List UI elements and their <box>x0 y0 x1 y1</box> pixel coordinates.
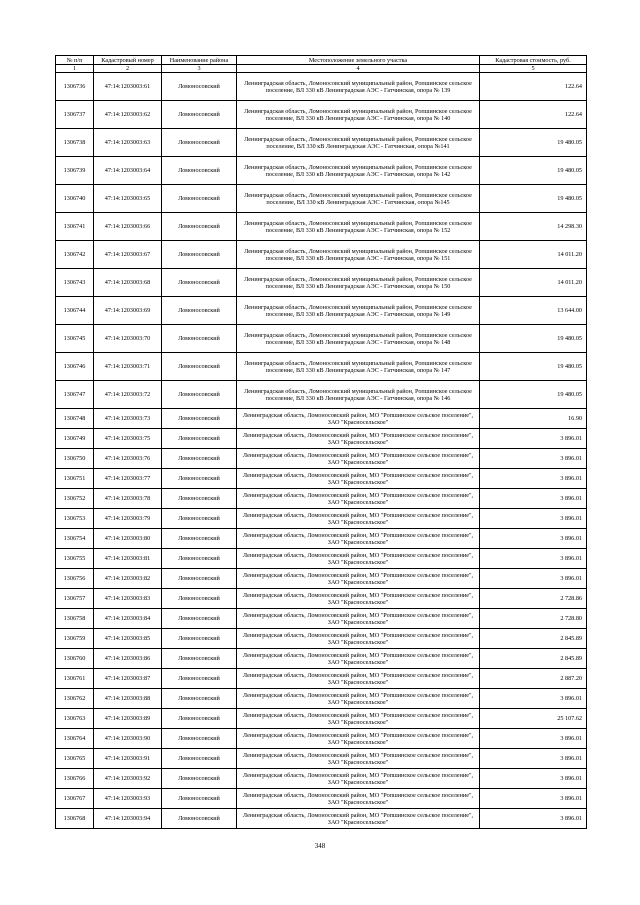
location: Ленинградская область, Ломоносовский муниципальный район, Ропшинское сельское поселение, ВЛ 330 кВ Ленинградская АЭС - Гатчинская, опора № 149 <box>237 297 480 325</box>
row-number: 1306759 <box>56 629 94 649</box>
location: Ленинградская область, Ломоносовский район, МО "Ропшинское сельское поселение", ЗАО "Красносельское" <box>237 629 480 649</box>
cadastral-number: 47:14:1203003:86 <box>94 649 162 669</box>
district-name: Ломоносовский <box>162 469 237 489</box>
row-number: 1306762 <box>56 689 94 709</box>
location: Ленинградская область, Ломоносовский район, МО "Ропшинское сельское поселение", ЗАО "Красносельское" <box>237 429 480 449</box>
district-name: Ломоносовский <box>162 381 237 409</box>
location: Ленинградская область, Ломоносовский муниципальный район, Ропшинское сельское поселение, ВЛ 330 кВ Ленинградская АЭС - Гатчинская, опора № 142 <box>237 157 480 185</box>
location: Ленинградская область, Ломоносовский район, МО "Ропшинское сельское поселение", ЗАО "Красносельское" <box>237 569 480 589</box>
cadastral-value: 14 298.30 <box>480 213 587 241</box>
header-index-4: 4 <box>237 65 480 73</box>
location: Ленинградская область, Ломоносовский муниципальный район, Ропшинское сельское поселение, ВЛ 330 кВ Ленинградская АЭС - Гатчинская, опора № 140 <box>237 101 480 129</box>
cadastral-number: 47:14:1203003:63 <box>94 129 162 157</box>
cadastral-value: 19 480.05 <box>480 157 587 185</box>
cadastral-value: 14 011.20 <box>480 269 587 297</box>
row-number: 1306745 <box>56 325 94 353</box>
table-row <box>56 669 587 689</box>
district-name: Ломоносовский <box>162 609 237 629</box>
table-row <box>56 269 587 297</box>
header-index-3: 3 <box>162 65 237 73</box>
location: Ленинградская область, Ломоносовский муниципальный район, Ропшинское сельское поселение, ВЛ 330 кВ Ленинградская АЭС - Гатчинская, опора № 152 <box>237 213 480 241</box>
cadastral-value: 3 896.01 <box>480 489 587 509</box>
cadastral-value: 3 896.01 <box>480 809 587 829</box>
table-row <box>56 241 587 269</box>
cadastral-value: 25 107.62 <box>480 709 587 729</box>
row-number: 1306761 <box>56 669 94 689</box>
cadastral-number: 47:14:1203003:71 <box>94 353 162 381</box>
row-number: 1306753 <box>56 509 94 529</box>
table-row <box>56 629 587 649</box>
district-name: Ломоносовский <box>162 549 237 569</box>
table-row <box>56 549 587 569</box>
district-name: Ломоносовский <box>162 589 237 609</box>
cadastral-value: 3 896.01 <box>480 429 587 449</box>
location: Ленинградская область, Ломоносовский муниципальный район, Ропшинское сельское поселение, ВЛ 330 кВ Ленинградская АЭС - Гатчинская, опора № 147 <box>237 353 480 381</box>
cadastral-number: 47:14:1203003:81 <box>94 549 162 569</box>
district-name: Ломоносовский <box>162 129 237 157</box>
row-number: 1306756 <box>56 569 94 589</box>
table-body <box>56 73 587 829</box>
table-row <box>56 157 587 185</box>
row-number: 1306751 <box>56 469 94 489</box>
row-number: 1306739 <box>56 157 94 185</box>
cadastral-number: 47:14:1203003:64 <box>94 157 162 185</box>
location: Ленинградская область, Ломоносовский район, МО "Ропшинское сельское поселение", ЗАО "Красносельское" <box>237 789 480 809</box>
row-number: 1306765 <box>56 749 94 769</box>
table-row <box>56 709 587 729</box>
location: Ленинградская область, Ломоносовский муниципальный район, Ропшинское сельское поселение, ВЛ 330 кВ Ленинградская АЭС - Гатчинская, опора № 151 <box>237 241 480 269</box>
cadastral-number: 47:14:1203003:94 <box>94 809 162 829</box>
document-page <box>55 55 586 829</box>
row-number: 1306766 <box>56 769 94 789</box>
table-row <box>56 589 587 609</box>
location: Ленинградская область, Ломоносовский муниципальный район, Ропшинское сельское поселение, ВЛ 330 кВ Ленинградская АЭС - Гатчинская, опора № 139 <box>237 73 480 101</box>
cadastral-number: 47:14:1203003:83 <box>94 589 162 609</box>
cadastral-number: 47:14:1203003:69 <box>94 297 162 325</box>
cadastral-number: 47:14:1203003:66 <box>94 213 162 241</box>
district-name: Ломоносовский <box>162 241 237 269</box>
cadastral-number: 47:14:1203003:76 <box>94 449 162 469</box>
district-name: Ломоносовский <box>162 409 237 429</box>
cadastral-value: 3 896.01 <box>480 549 587 569</box>
row-number: 1306748 <box>56 409 94 429</box>
cadastral-value: 19 480.05 <box>480 381 587 409</box>
header-cadastral-number: Кадастровый номер <box>94 56 162 65</box>
row-number: 1306760 <box>56 649 94 669</box>
location: Ленинградская область, Ломоносовский муниципальный район, Ропшинское сельское поселение, ВЛ 330 кВ Ленинградская АЭС - Гатчинская, опора № 148 <box>237 325 480 353</box>
row-number: 1306750 <box>56 449 94 469</box>
district-name: Ломоносовский <box>162 157 237 185</box>
location: Ленинградская область, Ломоносовский район, МО "Ропшинское сельское поселение", ЗАО "Красносельское" <box>237 749 480 769</box>
cadastral-number: 47:14:1203003:73 <box>94 409 162 429</box>
location: Ленинградская область, Ломоносовский район, МО "Ропшинское сельское поселение", ЗАО "Красносельское" <box>237 769 480 789</box>
cadastral-value: 16.90 <box>480 409 587 429</box>
cadastral-value: 3 896.01 <box>480 789 587 809</box>
district-name: Ломоносовский <box>162 629 237 649</box>
district-name: Ломоносовский <box>162 729 237 749</box>
cadastral-number: 47:14:1203003:89 <box>94 709 162 729</box>
table-row <box>56 749 587 769</box>
row-number: 1306764 <box>56 729 94 749</box>
cadastral-number: 47:14:1203003:75 <box>94 429 162 449</box>
district-name: Ломоносовский <box>162 449 237 469</box>
cadastral-number: 47:14:1203003:72 <box>94 381 162 409</box>
cadastral-table <box>55 55 587 829</box>
location: Ленинградская область, Ломоносовский район, МО "Ропшинское сельское поселение", ЗАО "Красносельское" <box>237 649 480 669</box>
cadastral-value: 14 011.20 <box>480 241 587 269</box>
table-row <box>56 213 587 241</box>
cadastral-value: 3 896.01 <box>480 449 587 469</box>
table-row <box>56 649 587 669</box>
row-number: 1306749 <box>56 429 94 449</box>
row-number: 1306737 <box>56 101 94 129</box>
table-row <box>56 469 587 489</box>
district-name: Ломоносовский <box>162 809 237 829</box>
table-row <box>56 509 587 529</box>
table-row <box>56 529 587 549</box>
location: Ленинградская область, Ломоносовский район, МО "Ропшинское сельское поселение", ЗАО "Красносельское" <box>237 729 480 749</box>
table-row <box>56 489 587 509</box>
cadastral-value: 3 896.01 <box>480 729 587 749</box>
district-name: Ломоносовский <box>162 689 237 709</box>
table-header <box>56 56 587 73</box>
cadastral-number: 47:14:1203003:68 <box>94 269 162 297</box>
header-index-5: 5 <box>480 65 587 73</box>
table-row <box>56 569 587 589</box>
row-number: 1306738 <box>56 129 94 157</box>
district-name: Ломоносовский <box>162 353 237 381</box>
cadastral-number: 47:14:1203003:70 <box>94 325 162 353</box>
row-number: 1306763 <box>56 709 94 729</box>
cadastral-number: 47:14:1203003:61 <box>94 73 162 101</box>
table-row <box>56 325 587 353</box>
location: Ленинградская область, Ломоносовский район, МО "Ропшинское сельское поселение", ЗАО "Красносельское" <box>237 709 480 729</box>
cadastral-value: 19 480.05 <box>480 185 587 213</box>
cadastral-number: 47:14:1203003:77 <box>94 469 162 489</box>
district-name: Ломоносовский <box>162 569 237 589</box>
row-number: 1306740 <box>56 185 94 213</box>
location: Ленинградская область, Ломоносовский район, МО "Ропшинское сельское поселение", ЗАО "Красносельское" <box>237 669 480 689</box>
cadastral-number: 47:14:1203003:65 <box>94 185 162 213</box>
district-name: Ломоносовский <box>162 185 237 213</box>
location: Ленинградская область, Ломоносовский район, МО "Ропшинское сельское поселение", ЗАО "Красносельское" <box>237 489 480 509</box>
cadastral-value: 122.64 <box>480 73 587 101</box>
location: Ленинградская область, Ломоносовский район, МО "Ропшинское сельское поселение", ЗАО "Красносельское" <box>237 529 480 549</box>
district-name: Ломоносовский <box>162 429 237 449</box>
cadastral-value: 19 480.05 <box>480 325 587 353</box>
cadastral-value: 3 896.01 <box>480 569 587 589</box>
cadastral-value: 2 887.20 <box>480 669 587 689</box>
location: Ленинградская область, Ломоносовский муниципальный район, Ропшинское сельское поселение, ВЛ 330 кВ Ленинградская АЭС - Гатчинская, опора № 146 <box>237 381 480 409</box>
cadastral-value: 2 728.80 <box>480 609 587 629</box>
cadastral-number: 47:14:1203003:62 <box>94 101 162 129</box>
row-number: 1306746 <box>56 353 94 381</box>
cadastral-value: 19 480.05 <box>480 129 587 157</box>
district-name: Ломоносовский <box>162 529 237 549</box>
table-row <box>56 449 587 469</box>
row-number: 1306754 <box>56 529 94 549</box>
cadastral-value: 122.64 <box>480 101 587 129</box>
cadastral-value: 3 896.01 <box>480 509 587 529</box>
row-number: 1306747 <box>56 381 94 409</box>
district-name: Ломоносовский <box>162 769 237 789</box>
table-row <box>56 101 587 129</box>
district-name: Ломоносовский <box>162 489 237 509</box>
cadastral-number: 47:14:1203003:79 <box>94 509 162 529</box>
cadastral-value: 3 896.01 <box>480 689 587 709</box>
table-row <box>56 769 587 789</box>
cadastral-number: 47:14:1203003:80 <box>94 529 162 549</box>
row-number: 1306758 <box>56 609 94 629</box>
table-row <box>56 297 587 325</box>
district-name: Ломоносовский <box>162 73 237 101</box>
location: Ленинградская область, Ломоносовский район, МО "Ропшинское сельское поселение", ЗАО "Красносельское" <box>237 469 480 489</box>
cadastral-number: 47:14:1203003:93 <box>94 789 162 809</box>
row-number: 1306752 <box>56 489 94 509</box>
row-number: 1306743 <box>56 269 94 297</box>
cadastral-number: 47:14:1203003:85 <box>94 629 162 649</box>
cadastral-number: 47:14:1203003:82 <box>94 569 162 589</box>
cadastral-value: 2 728.86 <box>480 589 587 609</box>
location: Ленинградская область, Ломоносовский район, МО "Ропшинское сельское поселение", ЗАО "Красносельское" <box>237 589 480 609</box>
cadastral-value: 3 896.01 <box>480 769 587 789</box>
cadastral-value: 3 896.01 <box>480 529 587 549</box>
district-name: Ломоносовский <box>162 325 237 353</box>
table-row <box>56 381 587 409</box>
location: Ленинградская область, Ломоносовский муниципальный район, Ропшинское сельское поселение, ВЛ 330 кВ Ленинградская АЭС - Гатчинская, опора № 150 <box>237 269 480 297</box>
cadastral-number: 47:14:1203003:87 <box>94 669 162 689</box>
cadastral-number: 47:14:1203003:90 <box>94 729 162 749</box>
cadastral-value: 2 845.89 <box>480 649 587 669</box>
table-row <box>56 609 587 629</box>
district-name: Ломоносовский <box>162 101 237 129</box>
district-name: Ломоносовский <box>162 269 237 297</box>
cadastral-value: 3 896.01 <box>480 469 587 489</box>
header-location: Местоположение земельного участка <box>237 56 480 65</box>
table-row <box>56 129 587 157</box>
row-number: 1306744 <box>56 297 94 325</box>
location: Ленинградская область, Ломоносовский район, МО "Ропшинское сельское поселение", ЗАО "Красносельское" <box>237 549 480 569</box>
location: Ленинградская область, Ломоносовский район, МО "Ропшинское сельское поселение", ЗАО "Красносельское" <box>237 449 480 469</box>
table-row <box>56 409 587 429</box>
cadastral-number: 47:14:1203003:67 <box>94 241 162 269</box>
row-number: 1306767 <box>56 789 94 809</box>
cadastral-value: 19 480.05 <box>480 353 587 381</box>
header-cadastral-value: Кадастровая стоимость, руб. <box>480 56 587 65</box>
cadastral-number: 47:14:1203003:78 <box>94 489 162 509</box>
district-name: Ломоносовский <box>162 749 237 769</box>
district-name: Ломоносовский <box>162 649 237 669</box>
row-number: 1306755 <box>56 549 94 569</box>
row-number: 1306736 <box>56 73 94 101</box>
district-name: Ломоносовский <box>162 509 237 529</box>
cadastral-number: 47:14:1203003:88 <box>94 689 162 709</box>
district-name: Ломоносовский <box>162 669 237 689</box>
cadastral-value: 2 845.89 <box>480 629 587 649</box>
location: Ленинградская область, Ломоносовский муниципальный район, Ропшинское сельское поселение, ВЛ 330 кВ Ленинградская АЭС - Гатчинская, опора №145 <box>237 185 480 213</box>
table-row <box>56 353 587 381</box>
location: Ленинградская область, Ломоносовский район, МО "Ропшинское сельское поселение", ЗАО "Красносельское" <box>237 689 480 709</box>
cadastral-value: 3 896.01 <box>480 749 587 769</box>
cadastral-value: 13 644.00 <box>480 297 587 325</box>
location: Ленинградская область, Ломоносовский район, МО "Ропшинское сельское поселение", ЗАО "Красносельское" <box>237 409 480 429</box>
header-district: Наименование района <box>162 56 237 65</box>
district-name: Ломоносовский <box>162 213 237 241</box>
row-number: 1306768 <box>56 809 94 829</box>
table-row <box>56 809 587 829</box>
table-row <box>56 185 587 213</box>
cadastral-number: 47:14:1203003:92 <box>94 769 162 789</box>
table-row <box>56 429 587 449</box>
page-number: 348 <box>314 842 326 850</box>
cadastral-number: 47:14:1203003:91 <box>94 749 162 769</box>
district-name: Ломоносовский <box>162 709 237 729</box>
location: Ленинградская область, Ломоносовский район, МО "Ропшинское сельское поселение", ЗАО "Красносельское" <box>237 809 480 829</box>
row-number: 1306741 <box>56 213 94 241</box>
district-name: Ломоносовский <box>162 789 237 809</box>
row-number: 1306757 <box>56 589 94 609</box>
table-row <box>56 729 587 749</box>
header-index-1: 1 <box>56 65 94 73</box>
header-index-2: 2 <box>94 65 162 73</box>
location: Ленинградская область, Ломоносовский район, МО "Ропшинское сельское поселение", ЗАО "Красносельское" <box>237 509 480 529</box>
header-number: № п/п <box>56 56 94 65</box>
location: Ленинградская область, Ломоносовский район, МО "Ропшинское сельское поселение", ЗАО "Красносельское" <box>237 609 480 629</box>
row-number: 1306742 <box>56 241 94 269</box>
location: Ленинградская область, Ломоносовский муниципальный район, Ропшинское сельское поселение, ВЛ 330 кВ Ленинградская АЭС - Гатчинская, опора №141 <box>237 129 480 157</box>
district-name: Ломоносовский <box>162 297 237 325</box>
table-row <box>56 789 587 809</box>
table-row <box>56 689 587 709</box>
table-row <box>56 73 587 101</box>
cadastral-number: 47:14:1203003:84 <box>94 609 162 629</box>
